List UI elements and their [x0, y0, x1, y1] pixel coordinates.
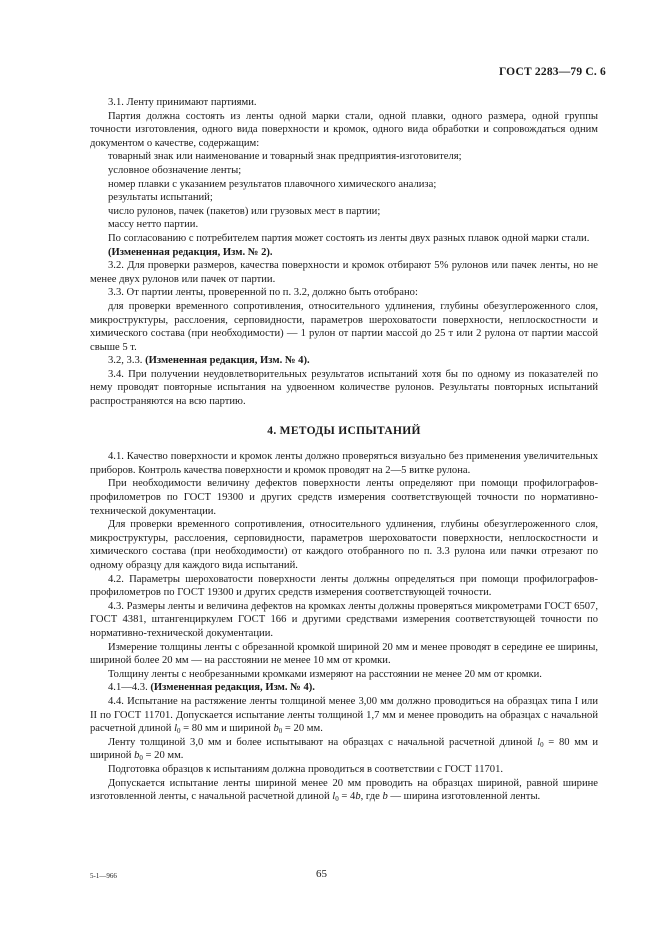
clause-ref: 3.2, 3.3. — [108, 355, 143, 367]
paragraph: 3.1. Ленту принимают партиями. — [108, 97, 257, 108]
paragraph: Допускается испытание ленты шириной менее 20 мм проводить на образцах шириной, равной ширине изготовленной ленты, с начальной расчетной длиной $l_0 = 4b$, где b — ширина изготовленной ленты. — [90, 777, 598, 804]
paragraph: 4.1. Качество поверхности и кромок ленты должно проверяться визуально без применения увеличительных приборов. Контроль качества поверхности и кромок проводят на 2—5 витке рулона. — [90, 451, 598, 476]
document-body — [90, 96, 598, 804]
page-number: 65 — [316, 868, 327, 880]
paragraph: По согласованию с потребителем партия может состоять из ленты двух разных плавок одной марки стали. — [108, 232, 590, 244]
page-header: ГОСТ 2283—79 С. 6 — [498, 66, 606, 78]
paragraph: 3.4. При получении неудовлетворительных результатов испытаний хотя бы по одному из показателей по нему проводят повторные испытания на удвоенном количестве рулонов. Результаты повторных испытаний распространяются на всю партию. — [90, 368, 598, 408]
paragraph: 4.3. Размеры ленты и величина дефектов на кромках ленты должны проверяться микрометрами ГОСТ 6507, ГОСТ 4381, штангенциркулем ГОСТ 166 и другими средствами измерения соответствующей точности по нормативно-технической документации. — [90, 600, 598, 639]
paragraph: Партия должна состоять из ленты одной марки стали, одной плавки, одного размера, одной группы точности изготовления, одного вида поверхности и кромок, одного вида обработки и сопровождаться одним документом о качестве, содержащим: — [90, 110, 598, 149]
amendment-note: (Измененная редакция, Изм. № 2). — [108, 246, 273, 258]
paragraph: 4.2. Параметры шероховатости поверхности ленты должны определяться при помощи профилографов-профилометров по ГОСТ 19300 и других средств измерения соответствующей точности. — [90, 573, 598, 599]
print-mark: 5-1—966 — [90, 872, 117, 880]
list-item: условное обозначение ленты; — [108, 164, 242, 176]
paragraph: для проверки временного сопротивления, относительного удлинения, глубины обезуглероженного слоя, микроструктуры, расслоения, серповидности, параметров шероховатости поверхности, неплоскостности и химического состава (при необходимости) — 1 рулон от партии массой до 25 т или 2 рулона от партии массой свыше 5 т. — [90, 300, 598, 353]
paragraph: 4.4. Испытание на растяжение ленты толщиной менее 3,00 мм должно проводиться на образцах типа I или II по ГОСТ 11701. Допускается испытание ленты толщиной 1,7 мм и менее проводить на образцах с начальной расчетной длиной $l_0 = 80$ мм и шириной $b_0 = 20$ мм. — [90, 695, 598, 736]
list-item: результаты испытаний; — [108, 192, 213, 204]
list-item: массу нетто партии. — [108, 219, 199, 231]
section-heading: 4. МЕТОДЫ ИСПЫТАНИЙ — [267, 424, 421, 437]
paragraph: Подготовка образцов к испытаниям должна проводиться в соответствии с ГОСТ 11701. — [108, 763, 504, 775]
paragraph: 3.2. Для проверки размеров, качества поверхности и кромок отбирают 5% рулонов или пачек ленты, но не менее двух рулонов или пачек от партии. — [90, 260, 598, 285]
paragraph: Толщину ленты с необрезанными кромками измеряют на расстоянии не менее 20 мм от кромки. — [108, 668, 542, 680]
list-item: товарный знак или наименование и товарный знак предприятия-изготовителя; — [108, 151, 462, 163]
list-item: число рулонов, пачек (пакетов) или грузовых мест в партии; — [108, 205, 381, 217]
paragraph: 3.3. От партии ленты, проверенной по п. 3.2, должно быть отобрано: — [108, 287, 418, 299]
paragraph: Ленту толщиной 3,0 мм и более испытывают на образцах с начальной расчетной длиной $l_0 = 80$ мм и шириной $b_0 = 20$ мм. — [90, 736, 598, 763]
amendment-note: (Измененная редакция, Изм. № 4). — [145, 355, 310, 367]
list-item: номер плавки с указанием результатов плавочного химического анализа; — [108, 178, 437, 190]
paragraph: Для проверки временного сопротивления, относительного удлинения, глубины обезуглероженного слоя, микроструктуры, расслоения, серповидности, параметров шероховатости поверхности, неплоскостности и химического состава (при необходимости) от каждого отобранного по п. 3.3 рулона или пачки отрезают по одному образцу для каждого вида испытаний. — [90, 519, 598, 571]
paragraph — [90, 681, 598, 695]
paragraph: При необходимости величину дефектов поверхности ленты определяют при помощи профилографов-профилометров по ГОСТ 19300 и других средств измерения соответствующей точности по нормативно-технической документации. — [90, 478, 598, 517]
paragraph: Измерение толщины ленты с обрезанной кромкой шириной 20 мм и менее проводят в середине ее ширины, шириной более 20 мм — на расстоянии не менее 10 мм от кромки. — [90, 641, 598, 667]
paragraph — [90, 354, 598, 368]
clause-ref: 4.1—4.3. — [108, 682, 148, 694]
amendment-note: (Измененная редакция, Изм. № 4). — [150, 682, 315, 694]
